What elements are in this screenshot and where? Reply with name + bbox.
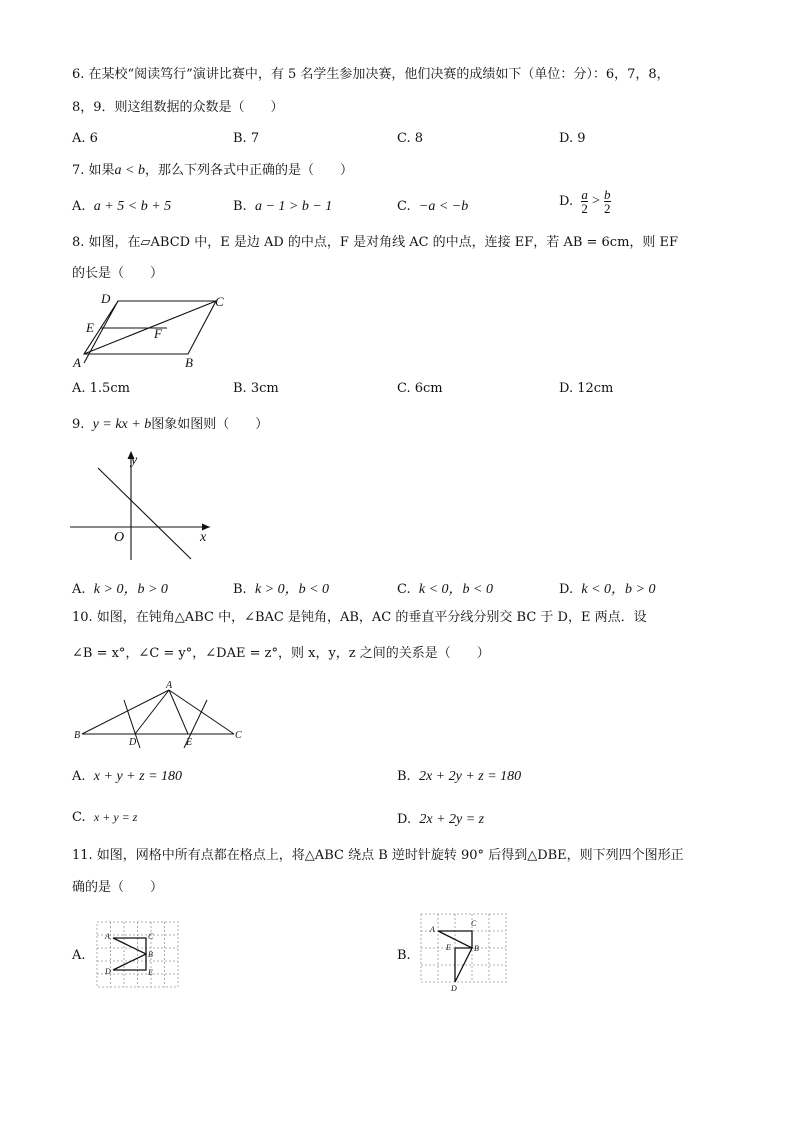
q9-option-a-expr: k > 0，b > 0 (93, 582, 168, 597)
q8-label-e: E (86, 320, 94, 335)
svg-text:C: C (148, 932, 154, 941)
q6-option-c: C. 8 (397, 131, 424, 146)
q8-parallelogram-edges (84, 301, 216, 363)
q10-option-c: C. x + y = z (72, 810, 138, 825)
q9-option-b: B. k > 0，b < 0 (233, 582, 330, 597)
q10-option-a-expr: x + y + z = 180 (93, 769, 183, 784)
q10-option-d-expr: 2x + 2y = z (419, 812, 485, 827)
q9-stem (72, 416, 268, 434)
svg-text:A: A (105, 932, 110, 941)
q7-option-a-expr: a + 5 < b + 5 (93, 199, 172, 214)
q8-option-a: A. 1.5cm (72, 381, 130, 396)
q7-stem (72, 162, 353, 180)
q11-option-b-letter: B. (397, 948, 411, 963)
q9-stem-math: y = kx + b (92, 417, 152, 432)
svg-text:B: B (474, 944, 479, 953)
q11-stem-line1: 11. 如图，网格中所有点都在格点上，将△ABC 绕点 B 逆时针旋转 90° 后得到△DBE，则下列四个图形正 (72, 848, 684, 863)
q6-stem-line2: 8，9．则这组数据的众数是（ ） (72, 100, 284, 115)
q9-graph-figure (68, 448, 218, 563)
q11-option-a-grid-figure (95, 920, 181, 990)
q8-option-d: D. 12cm (559, 381, 614, 396)
q9-line (98, 468, 191, 559)
q10-segment-ad (135, 690, 169, 734)
q9-label-y: y (131, 453, 138, 468)
q11-option-b-grid-figure (418, 912, 510, 996)
q9-option-c: C. k < 0，b < 0 (397, 582, 493, 597)
svg-text:E: E (446, 943, 451, 952)
svg-text:B: B (148, 950, 153, 959)
q8-parallelogram-figure (68, 290, 238, 370)
q11-b-triangle-abc (438, 931, 472, 948)
q7-option-c-letter: C. (397, 199, 411, 214)
q6-option-d: D. 9 (559, 131, 586, 146)
q11-a-triangle-abc (113, 938, 146, 954)
q7-option-b-letter: B. (233, 199, 247, 214)
q8-option-c: C. 6cm (397, 381, 443, 396)
svg-text:C: C (471, 919, 477, 928)
q6-stem-line1: 6. 在某校“阅读笃行”演讲比赛中，有 5 名学生参加决赛，他们决赛的成绩如下（单位：分）：6，7，8， (72, 67, 670, 82)
q8-label-d: D (101, 291, 111, 306)
q8-label-f: F (154, 326, 162, 341)
q7-option-a (72, 199, 171, 215)
q8-label-c: C (215, 294, 224, 309)
q9-option-a: A. k > 0，b > 0 (72, 582, 168, 597)
q10-option-a: A. x + y + z = 180 (72, 769, 183, 784)
q11-option-a-letter: A. (72, 948, 86, 963)
q10-stem-line2: ∠B = x°，∠C = y°，∠DAE = z°，则 x，y，z 之间的关系是（ ） (72, 646, 490, 661)
q9-option-d-expr: k < 0，b > 0 (581, 582, 656, 597)
q7-option-b-expr: a − 1 > b − 1 (254, 199, 333, 214)
q11-stem-line2: 确的是（ ） (72, 880, 164, 895)
q7-option-d-frac-a: $\frac{a}{2}$ (581, 187, 588, 216)
q9-option-b-expr: k > 0，b < 0 (254, 582, 330, 597)
q7-stem-suffix: ，那么下列各式中正确的是（ ） (145, 163, 354, 178)
q10-label-c: C (235, 730, 242, 741)
q7-option-a-letter: A. (72, 199, 86, 214)
q8-option-b: B. 3cm (233, 381, 279, 396)
q7-option-d-letter: D. (559, 194, 574, 209)
q10-stem-line1: 10. 如图，在钝角△ABC 中，∠BAC 是钝角，AB，AC 的垂直平分线分别交 BC 于 D，E 两点．设 (72, 610, 647, 625)
q9-stem-suffix: 图象如图则（ ） (151, 417, 269, 432)
q10-option-b-expr: 2x + 2y + z = 180 (418, 769, 522, 784)
q7-option-d (559, 188, 611, 215)
q7-option-d-frac-b: $\frac{b}{2}$ (604, 187, 611, 216)
q10-option-d: D. 2x + 2y = z (397, 812, 485, 827)
q8-label-a: A (73, 355, 81, 370)
svg-text:D: D (105, 967, 111, 976)
q7-option-d-rel: > (592, 193, 600, 209)
q7-option-b (233, 199, 332, 215)
q9-option-c-expr: k < 0，b < 0 (418, 582, 493, 597)
q6-option-a: A. 6 (72, 131, 98, 146)
svg-text:A: A (430, 925, 435, 934)
q10-option-c-expr: x + y = z (93, 810, 138, 824)
q9-number: 9. (72, 417, 93, 432)
q6-option-b: B. 7 (233, 131, 260, 146)
svg-text:D: D (451, 984, 457, 993)
q8-stem-line1: 8. 如图，在▱ABCD 中，E 是边 AD 的中点，F 是对角线 AC 的中点，连接 EF，若 AB = 6cm，则 EF (72, 235, 679, 250)
q9-label-o: O (114, 530, 125, 545)
q8-stem-line2: 的长是（ ） (72, 266, 164, 281)
q7-stem-math: a < b (114, 163, 145, 178)
q7-option-c (397, 199, 468, 215)
q7-option-c-expr: −a < −b (418, 199, 469, 214)
svg-text:E: E (148, 968, 153, 977)
q10-label-a: A (166, 680, 173, 691)
q10-label-b: B (74, 730, 81, 741)
q10-label-e: E (186, 737, 193, 748)
q9-option-d: D. k < 0，b > 0 (559, 582, 656, 597)
q9-label-x: x (200, 530, 207, 545)
q10-label-d: D (129, 737, 137, 748)
q7-stem-prefix: 7. 如果 (72, 163, 115, 178)
q10-side-ab (82, 690, 169, 734)
q10-option-b: B. 2x + 2y + z = 180 (397, 769, 522, 784)
q10-triangle-figure (70, 680, 250, 750)
q11-a-triangle-dbe (113, 954, 146, 970)
q8-label-b: B (185, 355, 193, 370)
